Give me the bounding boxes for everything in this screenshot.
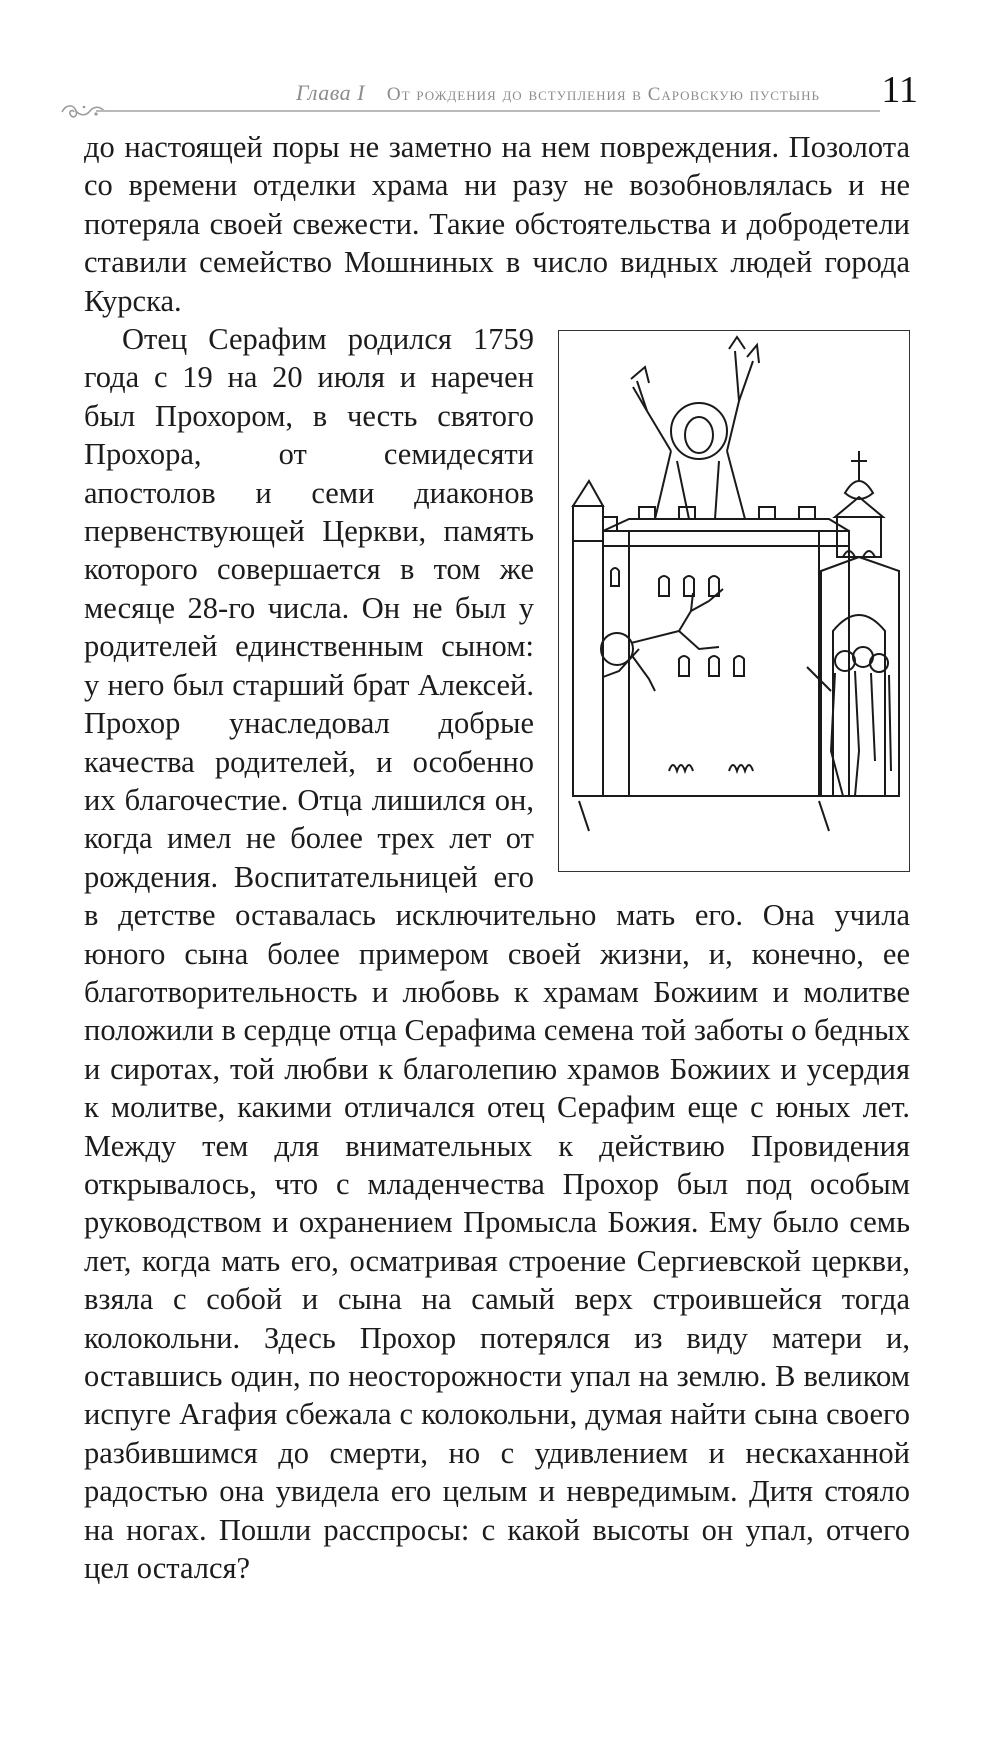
illustration-frame: [558, 330, 910, 872]
running-head: [60, 69, 940, 112]
chapter-title: От рождения до вступления в Саровскую пустынь: [386, 84, 820, 105]
body-text: [84, 128, 910, 1587]
page-number: 11: [881, 69, 918, 111]
header-rule: [96, 110, 880, 112]
paragraph-2: Отец Серафим родился 1759 года с 19 на 20 июля и наречен был Прохором, в честь святого Прохора, от семидесяти апостолов и семи диаконов первенствующей Церкви, память которого совершается в том же месяце 28-го числа. Он не был у родителей единственным сыном: у него был старший брат Алексей. Прохор унаследовал добрые качества родителей, и особенно их благочестие. Отца лишился он, когда имел не более трех лет от рождения. Воспитательницей его в детстве оставалась исключительно мать его. Она учила юного сына более примером своей жизни, и, конечно, ее благотворительность и любовь к храмам Божиим и молитве положили в сердце отца Серафима семена той заботы о бедных и сиротах, той любви к благолепию храмов Божиих и усердия к молитве, какими отличался отец Серафим еще с юных лет. Между тем для внимательных к действию Провидения открывалось, что с младенчества Прохор был под особым руководством и охранением Промысла Божия. Ему было семь лет, когда мать его, осматривая строение Сергиевской церкви, взяла с собой и сына на самый верх строившейся тогда колокольни. Здесь Прохор потерялся из виду матери и, оставшись один, по неосторожности упал на землю. В великом испуге Агафия сбежала с колокольни, думая найти сына своего разбившимся до смерти, но с удивлением и нескаханной радостью она увидела его целым и невредимым. Дитя стояло на ногах. Пошли расспросы: с какой высоты он упал, отчего цел остался?: [84, 322, 910, 1586]
chapter-heading: [296, 80, 820, 106]
paragraph-1: до настоящей поры не заметно на нем повреждения. Позолота со времени отделки храма ни разу не возобновлялась и не потеряла своей свежести. Такие обстоятельства и добродетели ставили семейство Мошниных в число видных людей города Курска.: [84, 130, 910, 318]
bell-tower-fall-illustration: [559, 331, 909, 871]
chapter-number: Глава I: [295, 80, 365, 105]
